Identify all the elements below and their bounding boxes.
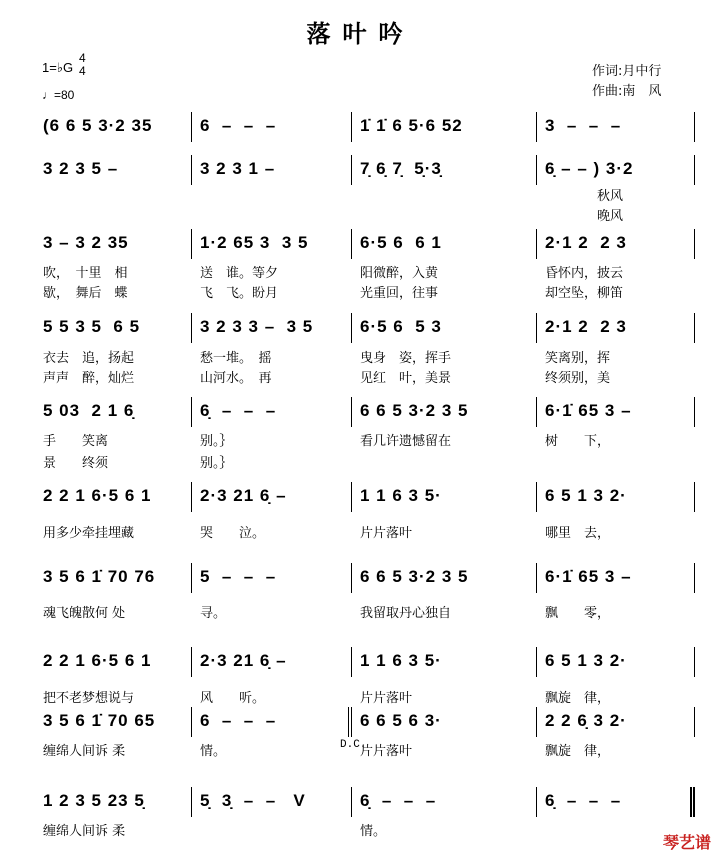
measure bbox=[352, 707, 537, 737]
staff-system bbox=[35, 707, 695, 737]
measure-notes: 3 2 3 5 – bbox=[43, 159, 119, 178]
staff-system bbox=[35, 112, 695, 142]
measure bbox=[352, 482, 537, 512]
measure bbox=[537, 563, 695, 593]
measure bbox=[35, 155, 192, 185]
lyric-segment bbox=[352, 185, 537, 204]
measure-notes: 1̇ 1̇ 6 5·6 52 bbox=[360, 116, 463, 135]
lyric-line bbox=[35, 282, 695, 301]
measure bbox=[35, 563, 192, 593]
key-signature: 1=♭G bbox=[42, 60, 74, 75]
measure-notes: 5 – – – bbox=[200, 567, 277, 586]
lyric-segment: 哪里 去， bbox=[545, 526, 611, 541]
measure bbox=[35, 313, 192, 343]
tempo-marking: ♩=80 bbox=[42, 88, 75, 102]
measure bbox=[35, 707, 192, 737]
measure-notes: 2·1 2 2 3 bbox=[545, 233, 627, 252]
measure-notes: 6 6 5 6 3· bbox=[360, 711, 442, 730]
lyric-line bbox=[35, 522, 695, 541]
lyric-segment: 手 笑离 bbox=[43, 434, 109, 449]
measure-notes: 2 2 1 6·5 6 1 bbox=[43, 651, 152, 670]
lyric-segment bbox=[35, 205, 192, 224]
lyric-segment: 终须别，美 bbox=[545, 371, 611, 386]
lyric-segment: 寻。 bbox=[200, 606, 227, 621]
measure-notes: 1 1 6 3 5· bbox=[360, 651, 442, 670]
measure bbox=[35, 397, 192, 427]
measure-notes: 3 – 3 2 35 bbox=[43, 233, 129, 252]
lyric-segment: 秋风 bbox=[545, 189, 624, 204]
measure-notes: 3 2 3 1 – bbox=[200, 159, 276, 178]
time-bottom: 4 bbox=[79, 64, 86, 78]
measure bbox=[35, 112, 192, 142]
lyric-segment: 片片落叶 bbox=[360, 526, 413, 541]
lyric-line bbox=[35, 205, 695, 224]
lyricist-credit: 作词:月中行 bbox=[592, 64, 662, 79]
measure-notes: 2·3 21 6̣ – bbox=[200, 486, 287, 505]
measure bbox=[192, 647, 352, 677]
measure bbox=[537, 229, 695, 259]
lyric-segment: 愁一堆。 摇 bbox=[200, 351, 272, 366]
lyric-segment: 我留取丹心独自 bbox=[360, 606, 452, 621]
lyric-segment: 看几许遗憾留在 bbox=[360, 434, 452, 449]
composer-credit: 作曲:南 风 bbox=[592, 84, 662, 99]
measure bbox=[352, 313, 537, 343]
measure bbox=[192, 707, 352, 737]
time-top: 4 bbox=[79, 51, 86, 65]
measure-notes: 2 2 6̣ 3 2· bbox=[545, 711, 627, 730]
lyric-segment: 昏怀内，披云 bbox=[545, 266, 624, 281]
staff-system bbox=[35, 155, 695, 185]
measure bbox=[352, 112, 537, 142]
measure-notes: 5 03 2 1 6̣ bbox=[43, 401, 135, 420]
measure bbox=[537, 647, 695, 677]
measure-notes: 6 5 1 3 2· bbox=[545, 486, 627, 505]
measure bbox=[352, 155, 537, 185]
measure-notes: 1·2 65 3 3 5 bbox=[200, 233, 309, 252]
lyric-line bbox=[35, 430, 695, 449]
measure bbox=[352, 397, 537, 427]
lyric-segment: 阳微醉，入黄 bbox=[360, 266, 439, 281]
measure-notes: 6 – – – bbox=[200, 711, 277, 730]
measure-notes: 1 2 3 5 23 5̣ bbox=[43, 791, 145, 810]
lyric-segment: 缠绵人间诉 柔 bbox=[43, 824, 126, 839]
staff-system bbox=[35, 787, 695, 817]
staff-system bbox=[35, 397, 695, 427]
measure-notes: 3 2 3 3 – 3 5 bbox=[200, 317, 314, 336]
measure-notes: 6 6 5 3·2 3 5 bbox=[360, 567, 469, 586]
measure-notes: 6̣ – – – bbox=[200, 401, 277, 420]
measure bbox=[537, 787, 695, 817]
lyric-segment bbox=[352, 205, 537, 224]
measure-notes: 1 1 6 3 5· bbox=[360, 486, 442, 505]
lyric-line bbox=[35, 602, 695, 621]
lyric-segment: 歇， 舞后 蝶 bbox=[43, 286, 128, 301]
lyric-segment bbox=[35, 185, 192, 204]
lyric-segment: 衣去 追，扬起 bbox=[43, 351, 135, 366]
lyric-segment: 飘旋 律， bbox=[545, 691, 611, 706]
measure-notes: 6·5 6 5 3 bbox=[360, 317, 442, 336]
lyric-segment: 哭 泣。 bbox=[200, 526, 266, 541]
measure bbox=[537, 313, 695, 343]
measure-notes: 6·1̇ 65 3 – bbox=[545, 401, 632, 420]
lyric-segment: 吹， 十里 相 bbox=[43, 266, 128, 281]
lyric-segment: 声声 醉，灿烂 bbox=[43, 371, 135, 386]
dc-mark: D.C. bbox=[340, 739, 367, 751]
measure-notes: 2·1 2 2 3 bbox=[545, 317, 627, 336]
measure bbox=[35, 482, 192, 512]
lyric-segment bbox=[537, 452, 695, 471]
lyric-segment: 见红 叶，美景 bbox=[360, 371, 452, 386]
lyric-segment: 送 谁。等夕 bbox=[200, 266, 279, 281]
lyric-segment bbox=[352, 452, 537, 471]
lyric-segment bbox=[192, 820, 352, 839]
song-title: 落叶吟 bbox=[306, 20, 415, 48]
measure-notes: 6·1̇ 65 3 – bbox=[545, 567, 632, 586]
measure-notes: 6 – – – bbox=[200, 116, 277, 135]
measure-notes: 5 5 3 5 6 5 bbox=[43, 317, 141, 336]
lyric-segment: 却空坠，柳笛 bbox=[545, 286, 624, 301]
lyric-line bbox=[35, 740, 695, 759]
time-signature bbox=[79, 52, 86, 78]
lyric-segment: 曳身 姿，挥手 bbox=[360, 351, 452, 366]
measure-notes: 6̣ – – – bbox=[545, 791, 622, 810]
measure bbox=[352, 787, 537, 817]
measure-notes: (6 6 5 3·2 35 bbox=[43, 116, 153, 135]
measure-notes: 3 5 6 1̇ 70 65 bbox=[43, 711, 156, 730]
lyric-segment bbox=[192, 205, 352, 224]
lyric-segment: 片片落叶 bbox=[360, 744, 413, 759]
lyric-segment: 把不老梦想说与 bbox=[43, 691, 135, 706]
lyric-segment: 景 终须 bbox=[43, 456, 109, 471]
measure bbox=[537, 707, 695, 737]
measure-notes: 6̣ – – ) 3·2 bbox=[545, 159, 634, 178]
lyric-line bbox=[35, 820, 695, 839]
measure-notes: 2·3 21 6̣ – bbox=[200, 651, 287, 670]
lyric-segment: 别。｝ bbox=[200, 456, 233, 471]
lyric-segment bbox=[537, 820, 695, 839]
measure bbox=[192, 112, 352, 142]
lyric-segment: 缠绵人间诉 柔 bbox=[43, 744, 126, 759]
watermark-logo: 琴艺谱 bbox=[662, 833, 711, 852]
measure bbox=[192, 313, 352, 343]
lyric-segment: 别。｝ bbox=[200, 434, 233, 449]
lyric-segment: 用多少牵挂埋藏 bbox=[43, 526, 135, 541]
lyric-segment: 情。 bbox=[360, 824, 387, 839]
measure bbox=[537, 112, 695, 142]
measure bbox=[352, 647, 537, 677]
measure-notes: 7̣ 6̣ 7̣ 5̣·3̣ bbox=[360, 159, 442, 178]
measure bbox=[192, 397, 352, 427]
staff-system bbox=[35, 482, 695, 512]
measure bbox=[537, 397, 695, 427]
lyric-segment: 情。 bbox=[200, 744, 227, 759]
staff-system bbox=[35, 563, 695, 593]
measure-notes: 3 5 6 1̇ 70 76 bbox=[43, 567, 156, 586]
lyric-line bbox=[35, 452, 695, 471]
staff-system bbox=[35, 647, 695, 677]
measure bbox=[192, 563, 352, 593]
measure bbox=[537, 155, 695, 185]
measure bbox=[537, 482, 695, 512]
measure bbox=[35, 647, 192, 677]
lyric-line bbox=[35, 347, 695, 366]
lyric-line bbox=[35, 367, 695, 386]
lyric-line bbox=[35, 687, 695, 706]
lyric-segment: 山河水。 再 bbox=[200, 371, 272, 386]
measure-notes: 5̣ 3̣ – – V bbox=[200, 791, 306, 810]
measure-notes: 6 5 1 3 2· bbox=[545, 651, 627, 670]
lyric-segment: 飘旋 律， bbox=[545, 744, 611, 759]
lyric-segment: 飘 零， bbox=[545, 606, 611, 621]
measure-notes: 6̣ – – – bbox=[360, 791, 437, 810]
measure bbox=[192, 229, 352, 259]
lyric-segment: 光重回，往事 bbox=[360, 286, 439, 301]
measure-notes: 6·5 6 6 1 bbox=[360, 233, 442, 252]
staff-system bbox=[35, 229, 695, 259]
lyric-line bbox=[35, 262, 695, 281]
lyric-segment: 风 听。 bbox=[200, 691, 266, 706]
lyric-segment bbox=[192, 185, 352, 204]
measure-notes: 3 – – – bbox=[545, 116, 622, 135]
staff-system bbox=[35, 313, 695, 343]
measure bbox=[192, 482, 352, 512]
lyric-line bbox=[35, 185, 695, 204]
measure bbox=[192, 155, 352, 185]
lyric-segment: 片片落叶 bbox=[360, 691, 413, 706]
measure bbox=[352, 229, 537, 259]
measure bbox=[192, 787, 352, 817]
measure-notes: 6 6 5 3·2 3 5 bbox=[360, 401, 469, 420]
lyric-segment: 魂飞魄散何 处 bbox=[43, 606, 126, 621]
lyric-segment: 树 下， bbox=[545, 434, 611, 449]
lyric-segment: 飞 飞。盼月 bbox=[200, 286, 279, 301]
measure bbox=[35, 229, 192, 259]
measure bbox=[35, 787, 192, 817]
measure-notes: 2 2 1 6·5 6 1 bbox=[43, 486, 152, 505]
lyric-segment: 晚风 bbox=[545, 209, 624, 224]
lyric-segment: 笑离别，挥 bbox=[545, 351, 611, 366]
measure bbox=[352, 563, 537, 593]
